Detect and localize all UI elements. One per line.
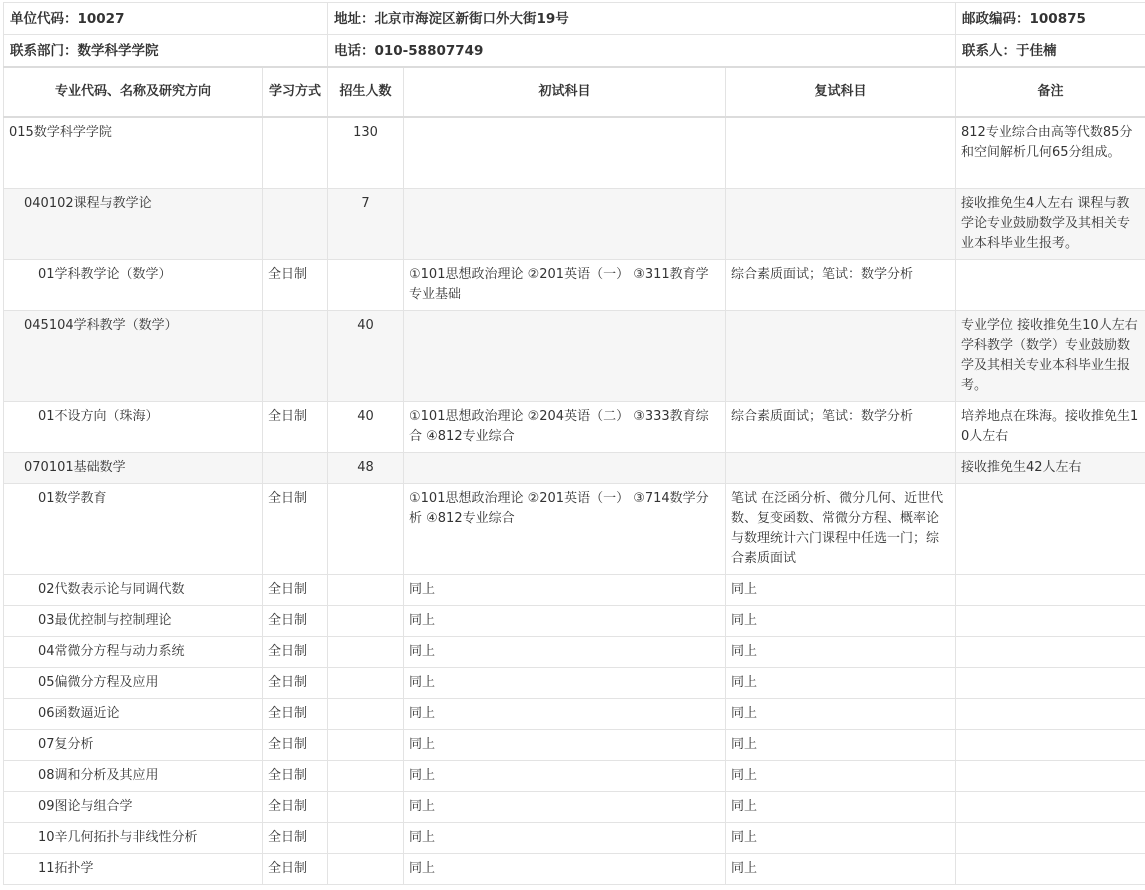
direction-prelim: 同上: [404, 605, 726, 636]
direction-name: 02代数表示论与同调代数: [4, 574, 263, 605]
direction-retest: 同上: [726, 760, 956, 791]
direction-prelim: 同上: [404, 574, 726, 605]
direction-name: 09图论与组合学: [4, 791, 263, 822]
direction-notes: [956, 483, 1145, 574]
table-row: [4, 667, 1145, 698]
direction-retest: 综合素质面试；笔试：数学分析: [726, 401, 956, 452]
direction-mode: 全日制: [263, 698, 328, 729]
school-row: [4, 117, 1145, 188]
department: 联系部门：数学科学学院: [4, 35, 328, 68]
major-retest: [726, 452, 956, 483]
info-row-1: [4, 3, 1145, 35]
direction-quota: [328, 483, 404, 574]
header-notes: 备注: [956, 67, 1145, 117]
header-major: 专业代码、名称及研究方向: [4, 67, 263, 117]
direction-notes: 培养地点在珠海。接收推免生10人左右: [956, 401, 1145, 452]
direction-quota: [328, 667, 404, 698]
major-quota: 7: [328, 188, 404, 259]
table-row: [4, 729, 1145, 760]
direction-prelim: 同上: [404, 853, 726, 884]
major-mode: [263, 310, 328, 401]
direction-name: 03最优控制与控制理论: [4, 605, 263, 636]
direction-notes: [956, 698, 1145, 729]
header-retest: 复试科目: [726, 67, 956, 117]
school-prelim: [404, 117, 726, 188]
direction-mode: 全日制: [263, 483, 328, 574]
major-name: 045104学科教学（数学）: [4, 310, 263, 401]
contact: 联系人：于佳楠: [956, 35, 1145, 68]
direction-prelim: 同上: [404, 760, 726, 791]
direction-retest: 同上: [726, 698, 956, 729]
direction-mode: 全日制: [263, 259, 328, 310]
direction-prelim: 同上: [404, 822, 726, 853]
direction-name: 11拓扑学: [4, 853, 263, 884]
direction-quota: [328, 698, 404, 729]
direction-prelim: ①101思想政治理论 ②204英语（二） ③333教育综合 ④812专业综合: [404, 401, 726, 452]
admission-table: [3, 2, 1145, 885]
address: 地址：北京市海淀区新街口外大街19号: [328, 3, 956, 35]
direction-mode: 全日制: [263, 822, 328, 853]
direction-row: [4, 259, 1145, 310]
direction-row: [4, 483, 1145, 574]
direction-mode: 全日制: [263, 574, 328, 605]
table-row: [4, 791, 1145, 822]
school-notes: 812专业综合由高等代数85分和空间解析几何65分组成。: [956, 117, 1145, 188]
direction-notes: [956, 791, 1145, 822]
major-retest: [726, 310, 956, 401]
major-retest: [726, 188, 956, 259]
direction-name: 08调和分析及其应用: [4, 760, 263, 791]
unit-code: 单位代码：10027: [4, 3, 328, 35]
direction-retest: 同上: [726, 667, 956, 698]
header-quota: 招生人数: [328, 67, 404, 117]
direction-retest: 同上: [726, 574, 956, 605]
direction-mode: 全日制: [263, 636, 328, 667]
school-name: 015数学科学学院: [4, 117, 263, 188]
direction-quota: [328, 822, 404, 853]
table-row: [4, 574, 1145, 605]
direction-prelim: ①101思想政治理论 ②201英语（一） ③311教育学专业基础: [404, 259, 726, 310]
major-name: 040102课程与教学论: [4, 188, 263, 259]
major-prelim: [404, 310, 726, 401]
major-quota: 40: [328, 310, 404, 401]
direction-mode: 全日制: [263, 853, 328, 884]
table-row: [4, 822, 1145, 853]
direction-retest: 同上: [726, 822, 956, 853]
major-row: [4, 452, 1145, 483]
same-rows: [4, 574, 1145, 884]
phone: 电话：010-58807749: [328, 35, 956, 68]
direction-quota: [328, 791, 404, 822]
direction-notes: [956, 636, 1145, 667]
direction-quota: [328, 605, 404, 636]
direction-quota: [328, 259, 404, 310]
table-row: [4, 698, 1145, 729]
direction-prelim: 同上: [404, 729, 726, 760]
direction-name: 01数学教育: [4, 483, 263, 574]
major-notes: 接收推免生4人左右 课程与教学论专业鼓励数学及其相关专业本科毕业生报考。: [956, 188, 1145, 259]
direction-retest: 同上: [726, 791, 956, 822]
direction-quota: [328, 760, 404, 791]
direction-mode: 全日制: [263, 760, 328, 791]
direction-retest: 同上: [726, 636, 956, 667]
major-notes: 专业学位 接收推免生10人左右 学科教学（数学）专业鼓励数学及其相关专业本科毕业生报考。: [956, 310, 1145, 401]
school-quota: 130: [328, 117, 404, 188]
major-mode: [263, 452, 328, 483]
header-mode: 学习方式: [263, 67, 328, 117]
info-row-2: [4, 35, 1145, 68]
direction-quota: [328, 574, 404, 605]
direction-name: 01学科教学论（数学）: [4, 259, 263, 310]
major-prelim: [404, 188, 726, 259]
major-row: [4, 310, 1145, 401]
major-name: 070101基础数学: [4, 452, 263, 483]
direction-notes: [956, 667, 1145, 698]
direction-mode: 全日制: [263, 605, 328, 636]
direction-retest: 同上: [726, 605, 956, 636]
direction-prelim: 同上: [404, 667, 726, 698]
direction-quota: [328, 636, 404, 667]
major-notes: 接收推免生42人左右: [956, 452, 1145, 483]
school-retest: [726, 117, 956, 188]
direction-retest: 同上: [726, 729, 956, 760]
direction-name: 07复分析: [4, 729, 263, 760]
header-prelim: 初试科目: [404, 67, 726, 117]
direction-prelim: ①101思想政治理论 ②201英语（一） ③714数学分析 ④812专业综合: [404, 483, 726, 574]
major-prelim: [404, 452, 726, 483]
direction-quota: 40: [328, 401, 404, 452]
direction-name: 04常微分方程与动力系统: [4, 636, 263, 667]
direction-mode: 全日制: [263, 667, 328, 698]
direction-row: [4, 401, 1145, 452]
table-row: [4, 853, 1145, 884]
table-row: [4, 760, 1145, 791]
direction-retest: 同上: [726, 853, 956, 884]
direction-notes: [956, 853, 1145, 884]
direction-quota: [328, 853, 404, 884]
direction-notes: [956, 729, 1145, 760]
major-row: [4, 188, 1145, 259]
direction-name: 05偏微分方程及应用: [4, 667, 263, 698]
direction-notes: [956, 259, 1145, 310]
direction-notes: [956, 822, 1145, 853]
direction-name: 06函数逼近论: [4, 698, 263, 729]
major-quota: 48: [328, 452, 404, 483]
direction-mode: 全日制: [263, 401, 328, 452]
direction-quota: [328, 729, 404, 760]
direction-notes: [956, 574, 1145, 605]
direction-notes: [956, 760, 1145, 791]
direction-prelim: 同上: [404, 698, 726, 729]
direction-mode: 全日制: [263, 729, 328, 760]
direction-name: 10辛几何拓扑与非线性分析: [4, 822, 263, 853]
direction-notes: [956, 605, 1145, 636]
table-row: [4, 605, 1145, 636]
header-row: [4, 67, 1145, 117]
direction-prelim: 同上: [404, 791, 726, 822]
school-mode: [263, 117, 328, 188]
table-row: [4, 636, 1145, 667]
direction-retest: 综合素质面试；笔试：数学分析: [726, 259, 956, 310]
direction-name: 01不设方向（珠海）: [4, 401, 263, 452]
direction-retest: 笔试 在泛函分析、微分几何、近世代数、复变函数、常微分方程、概率论与数理统计六门课程中任选一门；综合素质面试: [726, 483, 956, 574]
direction-mode: 全日制: [263, 791, 328, 822]
major-mode: [263, 188, 328, 259]
postcode: 邮政编码：100875: [956, 3, 1145, 35]
direction-prelim: 同上: [404, 636, 726, 667]
